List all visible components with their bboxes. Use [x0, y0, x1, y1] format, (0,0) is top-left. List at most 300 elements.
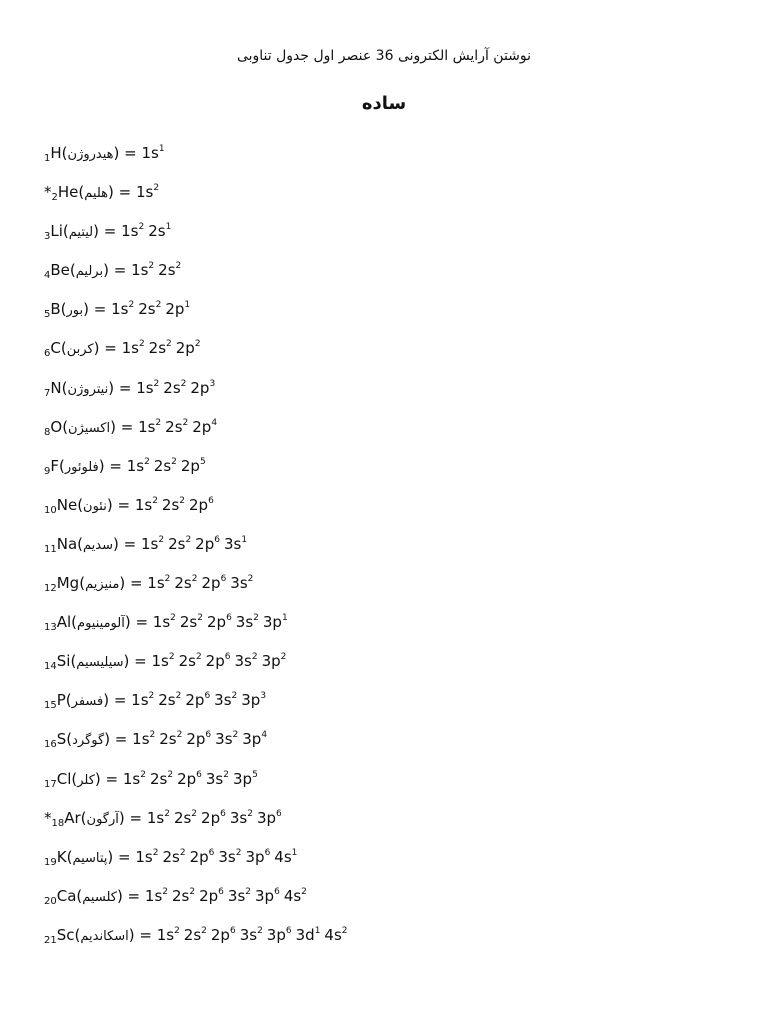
- orbital-term: [162, 496, 185, 514]
- orbital-term: [135, 848, 158, 866]
- orbital-label: 1s: [132, 730, 150, 749]
- orbital-term: [132, 730, 155, 748]
- element-name: منیزیم: [85, 577, 120, 593]
- orbital-label: 2s: [138, 300, 156, 319]
- orbital-electron-count: 5: [199, 456, 206, 467]
- atomic-number: 4: [44, 270, 51, 282]
- orbital-term: [184, 926, 207, 944]
- orbital-label: 1s: [144, 886, 163, 905]
- element-name: اکسیژن: [68, 420, 111, 436]
- atomic-number: 12: [44, 583, 57, 595]
- orbital-electron-count: 2: [138, 339, 145, 350]
- element-symbol: Ar: [64, 808, 81, 827]
- orbital-electron-count: 2: [164, 574, 171, 585]
- orbital-label: 2p: [205, 652, 225, 671]
- orbital-term: [242, 730, 267, 748]
- orbital-term: [147, 809, 170, 827]
- element-name: فلوئور: [64, 459, 99, 475]
- orbital-term: [207, 613, 232, 631]
- orbital-electron-count: 2: [247, 808, 253, 819]
- element-name: آلومینیوم: [77, 616, 125, 632]
- element-symbol: Be: [50, 261, 70, 280]
- orbital-term: [234, 652, 257, 670]
- element-config-row: $_1$H(هیدروژن) = $1s^1$: [44, 144, 165, 164]
- orbital-electron-count: 4: [261, 730, 268, 741]
- orbital-label: 2s: [172, 886, 190, 905]
- orbital-term: [192, 418, 217, 436]
- orbital-electron-count: 2: [223, 769, 229, 780]
- orbital-electron-count: 2: [155, 417, 162, 428]
- orbital-electron-count: 3: [260, 691, 267, 702]
- orbital-term: [241, 691, 266, 709]
- orbital-label: 1s: [138, 417, 156, 436]
- element-config-row: $_{10}$Ne(نئون) = $1s^2$ $2s^2$ $2p^6$: [44, 495, 214, 516]
- orbital-electron-count: 6: [264, 847, 271, 858]
- orbital-label: 3s: [230, 574, 248, 593]
- orbital-electron-count: 2: [179, 847, 186, 858]
- orbital-electron-count: 2: [153, 378, 160, 389]
- element-symbol: H: [50, 144, 62, 162]
- orbital-label: 3p: [242, 730, 262, 749]
- orbital-electron-count: 6: [208, 495, 214, 506]
- orbital-label: 2p: [185, 691, 205, 710]
- element-symbol: C: [50, 339, 61, 358]
- element-name: لیتیم: [68, 225, 94, 241]
- orbital-electron-count: 6: [224, 652, 231, 663]
- atomic-number: 7: [44, 387, 51, 399]
- orbital-electron-count: 2: [167, 769, 174, 780]
- orbital-term: [121, 222, 144, 240]
- element-config-row: $_4$Be(برلیم) = $1s^2$ $2s^2$: [44, 261, 182, 282]
- orbital-term: [255, 887, 280, 905]
- orbital-electron-count: 2: [148, 261, 155, 272]
- orbital-label: 3p: [232, 769, 253, 788]
- orbital-term: [186, 730, 211, 748]
- orbital-electron-count: 5: [252, 769, 258, 780]
- orbital-term: [211, 926, 236, 944]
- orbital-term: [245, 848, 270, 866]
- orbital-term: [154, 457, 177, 475]
- element-config-row: $_7$N(نیتروژن) = $1s^2$ $2s^2$ $2p^3$: [44, 378, 216, 399]
- orbital-term: [123, 770, 146, 788]
- element-symbol: F: [50, 456, 60, 475]
- orbital-term: [151, 652, 174, 670]
- orbital-term: [179, 652, 202, 670]
- orbital-label: 2p: [189, 495, 209, 514]
- element-symbol: Li: [50, 222, 63, 241]
- orbital-label: 3d: [295, 925, 315, 944]
- element-symbol: O: [50, 417, 63, 436]
- element-config-row: $_{14}$Si(سیلیسیم) = $1s^2$ $2s^2$ $2p^6$ $3s^2$ $3p^2$: [44, 652, 287, 673]
- orbital-electron-count: 2: [128, 300, 135, 311]
- orbital-electron-count: 6: [218, 886, 224, 897]
- orbital-label: 1s: [131, 261, 149, 280]
- orbital-label: 3p: [256, 808, 277, 827]
- element-name: اسکاندیم: [80, 928, 129, 944]
- orbital-term: [159, 730, 182, 748]
- orbital-electron-count: 2: [232, 730, 239, 741]
- element-name: سدیم: [83, 537, 114, 553]
- orbital-electron-count: 1: [291, 847, 298, 858]
- orbital-electron-count: 3: [209, 378, 216, 389]
- orbital-label: 1s: [121, 339, 139, 358]
- orbital-label: 1s: [151, 652, 169, 671]
- orbital-term: [153, 613, 176, 631]
- orbital-electron-count: 6: [208, 847, 215, 858]
- orbital-label: 4s: [324, 925, 342, 944]
- orbital-label: 2p: [165, 300, 185, 319]
- orbital-label: 2s: [179, 613, 198, 632]
- orbital-electron-count: 6: [274, 886, 280, 897]
- element-name: فسفر: [71, 694, 104, 710]
- element-symbol: B: [50, 300, 61, 319]
- orbital-electron-count: 1: [184, 300, 191, 311]
- orbital-term: [240, 926, 263, 944]
- orbital-term: [158, 691, 181, 709]
- orbital-electron-count: 6: [214, 534, 220, 545]
- orbital-electron-count: 2: [153, 183, 160, 194]
- atomic-number: 10: [44, 504, 57, 516]
- orbital-electron-count: 2: [158, 534, 165, 545]
- orbital-label: 2p: [201, 574, 221, 593]
- element-config-row: $_{15}$P(فسفر) = $1s^2$ $2s^2$ $2p^6$ $3s^2$ $3p^3$: [44, 691, 267, 712]
- element-name: کربن: [66, 342, 94, 358]
- orbital-electron-count: 2: [191, 808, 198, 819]
- orbital-term: [228, 887, 251, 905]
- orbital-term: [141, 535, 164, 553]
- orbital-label: 2s: [163, 378, 181, 397]
- orbital-electron-count: 2: [245, 886, 251, 897]
- element-symbol: Sc: [56, 925, 75, 944]
- orbital-electron-count: 1: [281, 613, 288, 624]
- orbital-label: 1s: [156, 925, 175, 944]
- orbital-term: [274, 848, 297, 866]
- orbital-label: 2p: [177, 769, 197, 788]
- orbital-term: [136, 379, 159, 397]
- atomic-number: 19: [44, 856, 57, 868]
- orbital-term: [190, 379, 215, 397]
- orbital-label: 2s: [174, 574, 192, 593]
- element-config-row: $_5$B(بور) = $1s^2$ $2s^2$ $2p^1$: [44, 300, 191, 321]
- orbital-electron-count: 2: [235, 847, 242, 858]
- element-symbol: K: [56, 847, 67, 866]
- orbital-label: 2s: [183, 925, 202, 944]
- orbital-electron-count: 2: [197, 613, 203, 624]
- orbital-electron-count: 4: [211, 417, 218, 428]
- orbital-label: 3p: [266, 925, 286, 944]
- document-title: ساده: [361, 93, 407, 114]
- orbital-term: [172, 887, 195, 905]
- orbital-electron-count: 2: [138, 222, 145, 233]
- orbital-label: 2s: [173, 808, 192, 827]
- orbital-label: 1s: [147, 574, 165, 593]
- orbital-label: 4s: [274, 847, 292, 866]
- orbital-electron-count: 2: [164, 808, 170, 819]
- orbital-electron-count: 2: [152, 847, 159, 858]
- orbital-term: [168, 535, 191, 553]
- orbital-term: [136, 183, 159, 201]
- atomic-number: 15: [44, 700, 57, 712]
- orbital-label: 2s: [168, 534, 186, 553]
- orbital-label: 2p: [206, 613, 227, 632]
- orbital-electron-count: 6: [196, 769, 202, 780]
- orbital-electron-count: 1: [314, 925, 321, 936]
- orbital-label: 3s: [218, 847, 236, 866]
- orbital-electron-count: 1: [158, 144, 165, 154]
- element-symbol: N: [50, 378, 62, 397]
- orbital-term: [201, 574, 226, 592]
- element-config-row: $_{12}$Mg(منیزیم) = $1s^2$ $2s^2$ $2p^6$ $3s^2$: [44, 574, 254, 595]
- orbital-label: 1s: [131, 691, 149, 710]
- orbital-term: [127, 457, 150, 475]
- orbital-electron-count: 2: [179, 495, 186, 506]
- orbital-term: [150, 770, 173, 788]
- orbital-term: [122, 339, 145, 357]
- orbital-electron-count: 2: [251, 652, 258, 663]
- orbital-label: 3p: [255, 886, 275, 905]
- orbital-term: [131, 261, 154, 279]
- orbital-label: 3s: [227, 886, 246, 905]
- orbital-label: 3s: [235, 613, 254, 632]
- orbital-label: 1s: [152, 613, 171, 632]
- orbital-label: 1s: [140, 534, 159, 553]
- orbital-label: 2p: [210, 925, 230, 944]
- atomic-number: 21: [44, 934, 57, 946]
- orbital-term: [177, 770, 202, 788]
- orbital-electron-count: 2: [149, 730, 156, 741]
- orbital-term: [296, 926, 321, 944]
- orbital-electron-count: 2: [144, 456, 150, 467]
- atomic-number: 2: [51, 192, 58, 204]
- orbital-term: [257, 809, 282, 827]
- element-symbol: P: [56, 691, 66, 710]
- element-symbol: Na: [56, 534, 78, 553]
- atomic-number: 14: [44, 661, 57, 673]
- orbital-term: [189, 496, 214, 514]
- orbital-electron-count: 2: [140, 769, 146, 780]
- element-symbol: Ca: [56, 886, 77, 905]
- atomic-number: 9: [44, 465, 51, 477]
- orbital-label: 3p: [262, 613, 282, 632]
- orbital-electron-count: 2: [257, 925, 263, 936]
- orbital-electron-count: 2: [301, 886, 307, 897]
- element-config-row: $_{16}$S(گوگرد) = $1s^2$ $2s^2$ $2p^6$ $3s^2$ $3p^4$: [44, 730, 268, 751]
- element-config-row: $_{19}$K(پتاسیم) = $1s^2$ $2s^2$ $2p^6$ $3s^2$ $3p^6$ $4s^1$: [44, 847, 298, 868]
- element-config-row: $_3$Li(لیتیم) = $1s^2$ $2s^1$: [44, 222, 172, 243]
- atomic-number: 17: [44, 778, 57, 790]
- orbital-label: 1s: [141, 144, 159, 162]
- orbital-term: [147, 574, 170, 592]
- orbital-term: [181, 457, 206, 475]
- orbital-term: [145, 887, 168, 905]
- orbital-label: 1s: [136, 378, 154, 397]
- orbital-label: 1s: [122, 769, 141, 788]
- element-name: کلسیم: [82, 889, 117, 905]
- orbital-term: [149, 339, 172, 357]
- orbital-term: [138, 300, 161, 318]
- atomic-number: 20: [44, 895, 57, 907]
- orbital-label: 2p: [186, 730, 206, 749]
- orbital-term: [230, 809, 253, 827]
- orbital-label: 3s: [223, 534, 242, 553]
- orbital-label: 3s: [229, 808, 248, 827]
- orbital-term: [185, 691, 210, 709]
- orbital-electron-count: 2: [247, 574, 254, 585]
- orbital-label: 3s: [234, 652, 252, 671]
- orbital-term: [141, 144, 164, 162]
- orbital-electron-count: 2: [280, 652, 287, 663]
- element-name: نیتروژن: [67, 381, 109, 397]
- orbital-label: 2p: [201, 808, 221, 827]
- orbital-term: [165, 418, 188, 436]
- orbital-term: [262, 652, 287, 670]
- orbital-label: 2s: [165, 417, 183, 436]
- orbital-label: 3s: [214, 691, 232, 710]
- orbital-electron-count: 2: [168, 652, 175, 663]
- orbital-term: [324, 926, 347, 944]
- orbital-electron-count: 2: [175, 261, 182, 272]
- orbital-electron-count: 6: [285, 925, 292, 936]
- orbital-electron-count: 6: [205, 730, 212, 741]
- element-name: برلیم: [75, 264, 104, 280]
- atomic-number: 13: [44, 622, 57, 634]
- element-name: کلر: [77, 772, 95, 788]
- orbital-electron-count: 2: [170, 613, 176, 624]
- noble-gas-marker: *: [44, 808, 52, 827]
- orbital-electron-count: 2: [341, 925, 348, 936]
- element-name: هیدروژن: [67, 147, 114, 162]
- orbital-electron-count: 6: [220, 574, 227, 585]
- orbital-electron-count: 2: [155, 300, 162, 311]
- orbital-term: [284, 887, 307, 905]
- element-name: نئون: [83, 498, 107, 514]
- orbital-label: 1s: [134, 495, 153, 514]
- element-symbol: Mg: [56, 574, 80, 593]
- atomic-number: 6: [44, 348, 51, 360]
- orbital-label: 2p: [192, 417, 212, 436]
- orbital-label: 3p: [261, 652, 281, 671]
- element-symbol: Ne: [56, 495, 78, 514]
- orbital-label: 3p: [241, 691, 261, 710]
- orbital-label: 2p: [189, 847, 209, 866]
- element-name: گوگرد: [72, 733, 105, 749]
- orbital-electron-count: 2: [253, 613, 259, 624]
- orbital-label: 3s: [215, 730, 233, 749]
- orbital-electron-count: 2: [191, 574, 198, 585]
- orbital-electron-count: 6: [229, 925, 236, 936]
- orbital-electron-count: 2: [148, 691, 155, 702]
- orbital-label: 2s: [148, 339, 167, 358]
- orbital-label: 3p: [245, 847, 265, 866]
- orbital-term: [180, 613, 203, 631]
- orbital-label: 1s: [126, 456, 145, 475]
- orbital-electron-count: 2: [176, 730, 183, 741]
- orbital-term: [158, 261, 181, 279]
- atomic-number: 16: [44, 739, 57, 751]
- atomic-number: 8: [44, 426, 51, 438]
- orbital-term: [236, 613, 259, 631]
- element-config-row: $_9$F(فلوئور) = $1s^2$ $2s^2$ $2p^5$: [44, 456, 206, 477]
- orbital-label: 2s: [149, 769, 168, 788]
- orbital-term: [163, 379, 186, 397]
- orbital-term: [267, 926, 292, 944]
- orbital-term: [162, 848, 185, 866]
- orbital-term: [138, 418, 161, 436]
- atomic-number: 3: [44, 231, 51, 243]
- atomic-number: 5: [44, 309, 51, 321]
- element-name: سیلیسیم: [76, 655, 124, 671]
- orbital-label: 2p: [190, 378, 210, 397]
- element-config-row: $*_2He(هلیم) = 1s^2$: [44, 183, 160, 204]
- orbital-label: 2s: [153, 456, 172, 475]
- element-config-row: $_6$C(کربن) = $1s^2$ $2s^2$ $2p^2$: [44, 339, 201, 360]
- orbital-term: [218, 848, 241, 866]
- orbital-label: 1s: [111, 300, 129, 319]
- atomic-number: 11: [44, 543, 57, 555]
- orbital-term: [176, 339, 201, 357]
- orbital-term: [174, 809, 197, 827]
- orbital-term: [165, 300, 190, 318]
- orbital-label: 2s: [162, 847, 180, 866]
- element-config-row: $_{21}$Sc(اسکاندیم) = $1s^2$ $2s^2$ $2p^6$ $3s^2$ $3p^6$ $3d^1$ $4s^2$: [44, 925, 348, 946]
- orbital-electron-count: 6: [204, 691, 211, 702]
- orbital-term: [233, 770, 258, 788]
- orbital-electron-count: 2: [174, 925, 180, 936]
- noble-gas-marker: *: [44, 183, 52, 202]
- orbital-label: 2s: [148, 222, 166, 241]
- orbital-term: [157, 926, 180, 944]
- orbital-term: [215, 730, 238, 748]
- orbital-term: [263, 613, 288, 631]
- orbital-electron-count: 2: [175, 691, 182, 702]
- document-subtitle: نوشتن آرایش الکترونی 36 عنصر اول جدول تناوبی: [236, 48, 532, 64]
- orbital-label: 2s: [159, 730, 177, 749]
- orbital-electron-count: 2: [194, 339, 201, 350]
- orbital-term: [206, 652, 231, 670]
- orbital-label: 2p: [175, 339, 195, 358]
- orbital-label: 1s: [135, 183, 154, 202]
- element-config-row: $_{20}$Ca(کلسیم) = $1s^2$ $2s^2$ $2p^6$ $3s^2$ $3p^6$ $4s^2$: [44, 886, 307, 907]
- orbital-label: 2s: [158, 691, 176, 710]
- orbital-electron-count: 6: [220, 808, 226, 819]
- orbital-term: [131, 691, 154, 709]
- orbital-term: [195, 535, 220, 553]
- orbital-electron-count: 2: [189, 886, 196, 897]
- electron-configuration-list: [44, 138, 644, 959]
- element-name: بور: [66, 303, 84, 319]
- atomic-number: 1: [44, 153, 51, 164]
- orbital-electron-count: 2: [166, 339, 172, 350]
- element-symbol: He: [57, 183, 79, 202]
- orbital-label: 2p: [199, 886, 219, 905]
- orbital-electron-count: 6: [226, 613, 232, 624]
- element-name: پتاسیم: [72, 850, 108, 866]
- element-config-row: $_{11}$Na(سدیم) = $1s^2$ $2s^2$ $2p^6$ $3s^1$: [44, 534, 248, 555]
- orbital-term: [214, 691, 237, 709]
- orbital-electron-count: 2: [162, 886, 168, 897]
- orbital-term: [148, 222, 171, 240]
- orbital-term: [201, 809, 226, 827]
- orbital-term: [206, 770, 229, 788]
- element-symbol: Cl: [56, 769, 72, 788]
- element-config-row: $_{13}$Al(آلومینیوم) = $1s^2$ $2s^2$ $2p^6$ $3s^2$ $3p^1$: [44, 613, 288, 634]
- orbital-term: [230, 574, 253, 592]
- orbital-label: 1s: [135, 847, 153, 866]
- orbital-label: 2p: [180, 456, 200, 475]
- element-name: آرگون: [86, 811, 119, 827]
- element-config-row: $*_{18}Ar(آرگون) = 1s^2$ $2s^2$ $2p^6$ $3s^2$ $3p^6$: [44, 808, 282, 829]
- orbital-term: [190, 848, 215, 866]
